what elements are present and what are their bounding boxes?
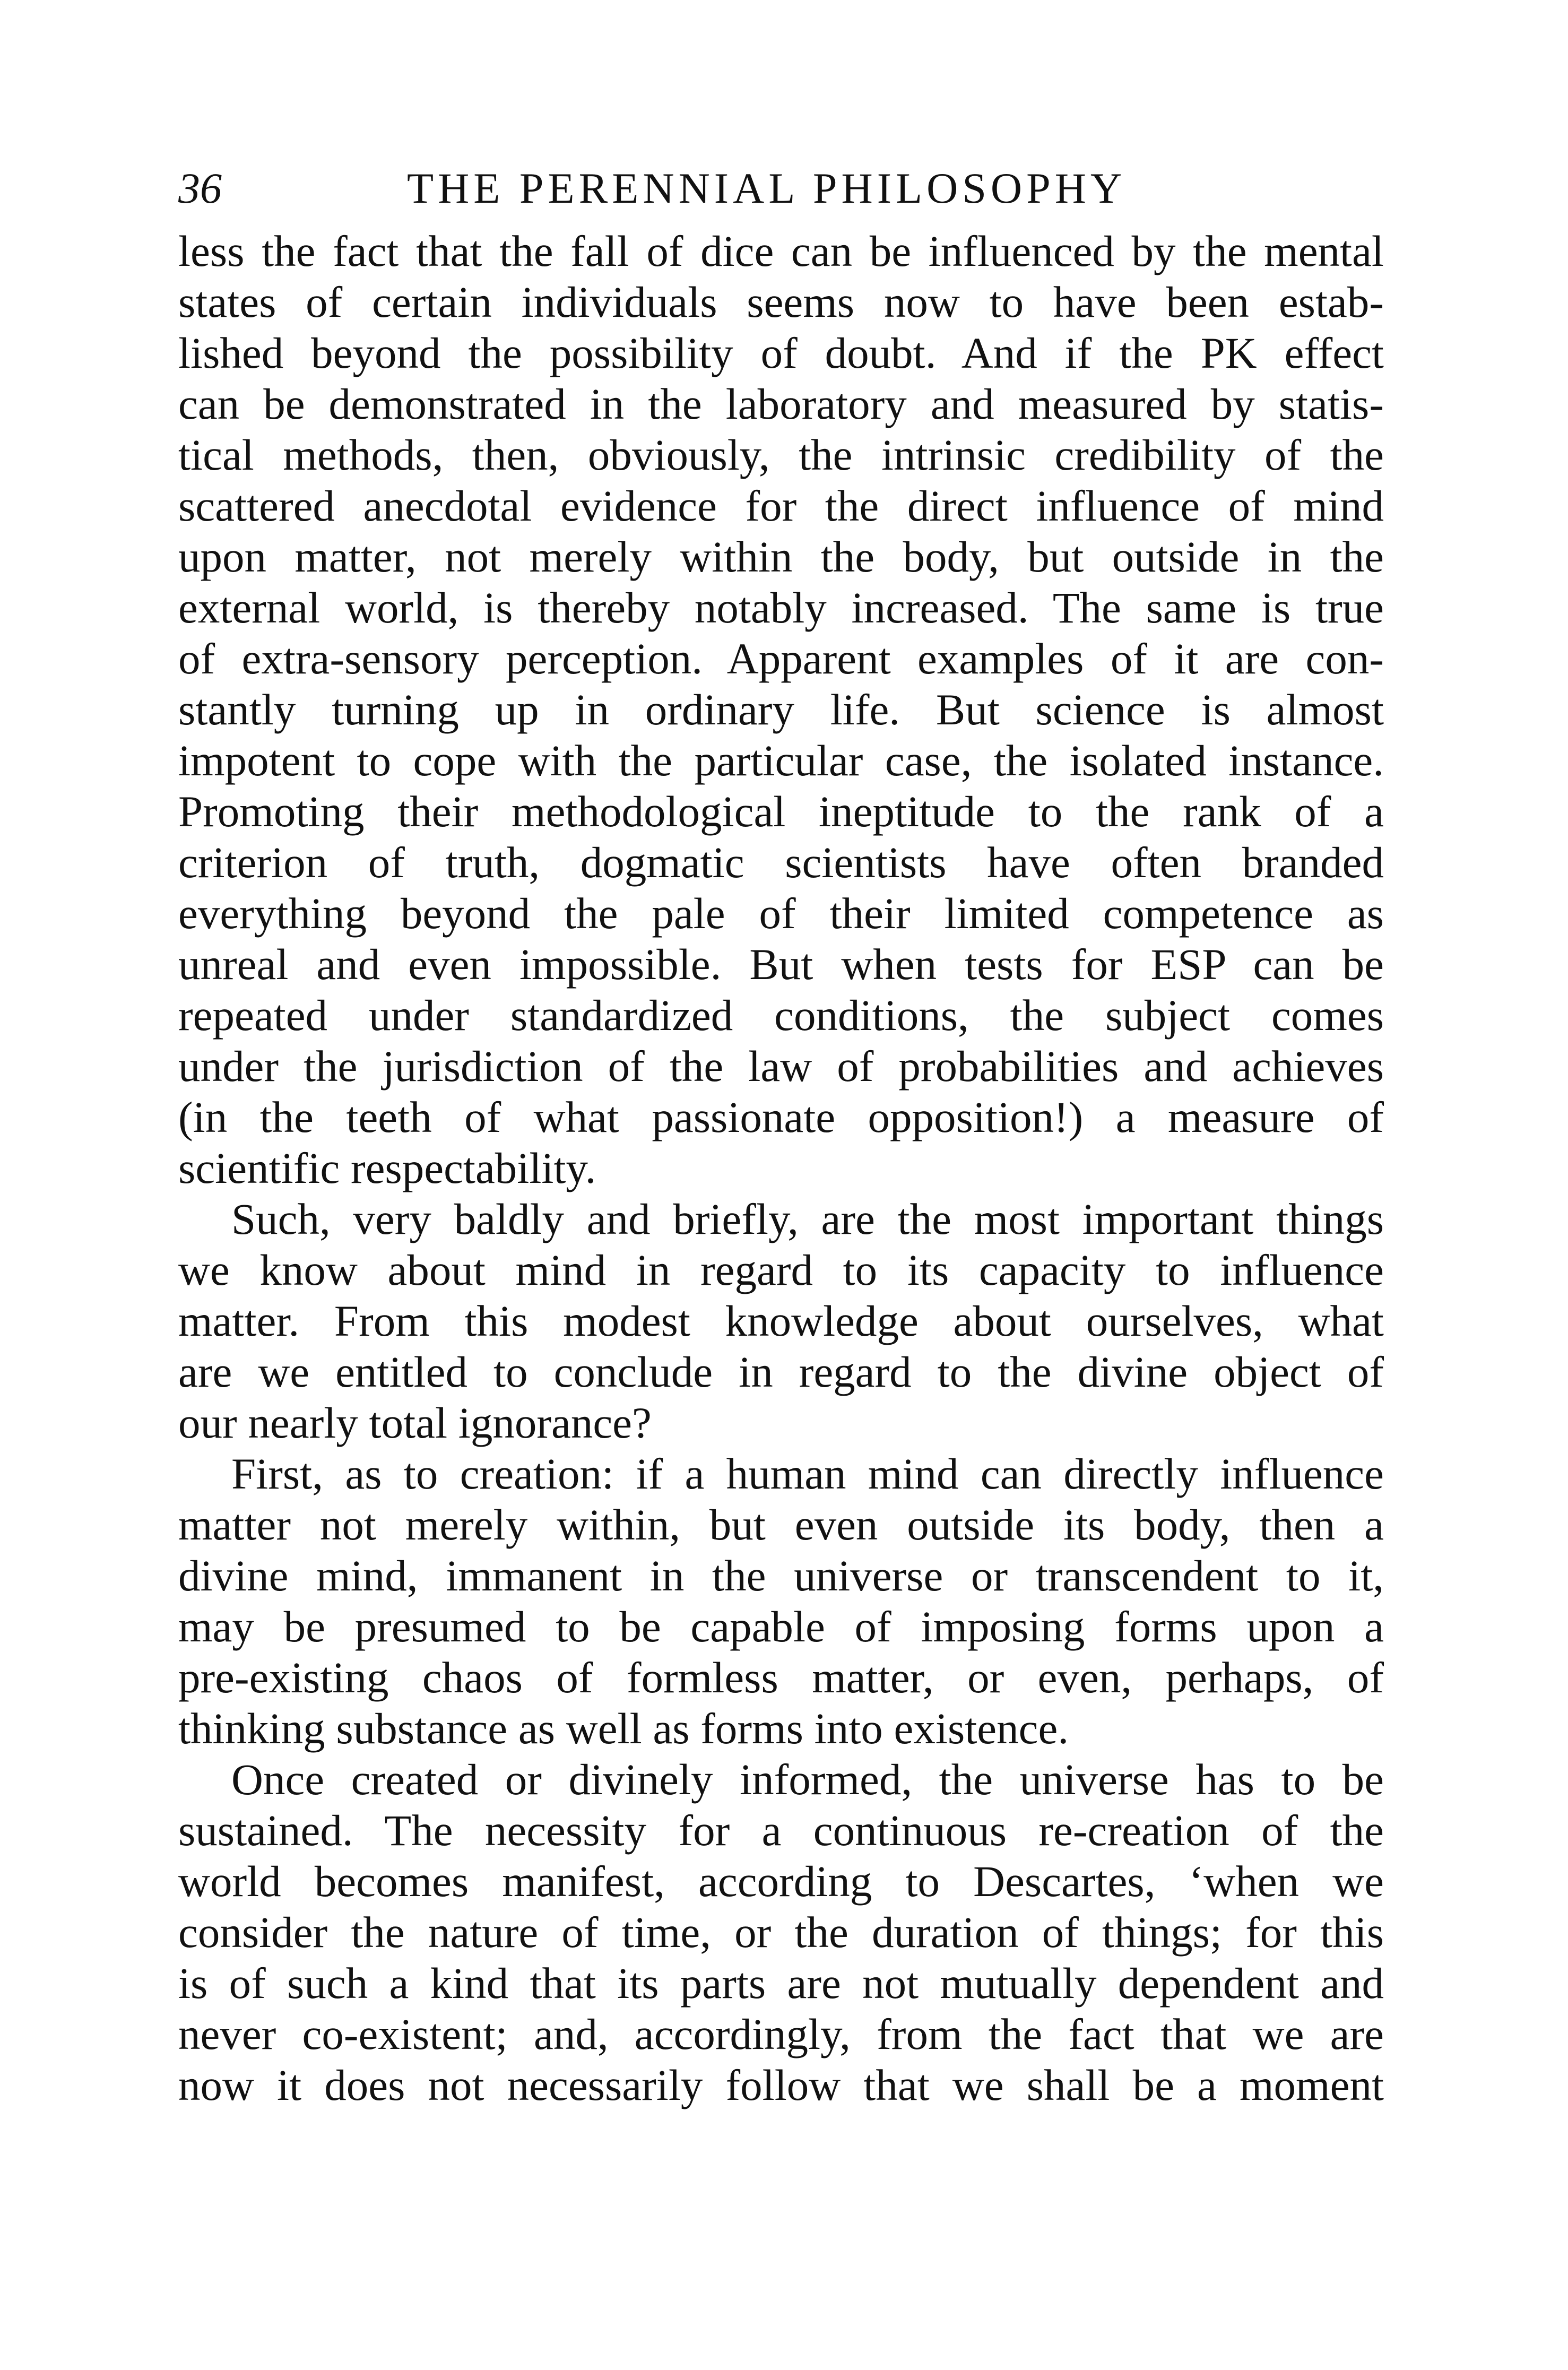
paragraph (178, 1754, 1384, 2110)
text-line: consider the nature of time, or the duration of things; for this (178, 1908, 1384, 1957)
text-line: criterion of truth, dogmatic scientists have often branded (178, 838, 1384, 887)
page-number: 36 (178, 164, 222, 212)
text-line: Once created or divinely informed, the universe has to be (231, 1755, 1384, 1804)
text-line: lished beyond the possibility of doubt. And if the PK effect (178, 328, 1384, 377)
text-line: unreal and even impossible. But when tests for ESP can be (178, 940, 1384, 989)
text-line: sustained. The necessity for a continuous re-creation of the (178, 1806, 1384, 1855)
text-line: never co-existent; and, accordingly, from the fact that we are (178, 2010, 1384, 2058)
text-line: of extra-sensory perception. Apparent examples of it are con- (178, 634, 1384, 683)
text-line: matter not merely within, but even outside its body, then a (178, 1500, 1384, 1549)
text-line: under the jurisdiction of the law of probabilities and achieves (178, 1042, 1384, 1091)
text-line: states of certain individuals seems now to have been estab- (178, 278, 1384, 326)
text-line: scientific respectability. (178, 1144, 596, 1192)
text-line: thinking substance as well as forms into existence. (178, 1704, 1069, 1753)
paragraph (178, 1193, 1384, 1448)
text-line: Such, very baldly and briefly, are the most important things (231, 1195, 1384, 1243)
running-title: THE PERENNIAL PHILOSOPHY (407, 164, 1127, 212)
text-line: scattered anecdotal evidence for the direct influence of mind (178, 481, 1384, 530)
text-line: everything beyond the pale of their limited competence as (178, 889, 1384, 938)
text-line: may be presumed to be capable of imposing forms upon a (178, 1602, 1384, 1651)
text-line: tical methods, then, obviously, the intrinsic credibility of the (178, 430, 1384, 479)
text-line: our nearly total ignorance? (178, 1398, 652, 1447)
text-line: less the fact that the fall of dice can be influenced by the mental (178, 227, 1384, 275)
body-text (178, 226, 1384, 2110)
text-line: First, as to creation: if a human mind can directly influence (231, 1449, 1384, 1498)
text-line: world becomes manifest, according to Descartes, ‘when we (178, 1857, 1384, 1906)
running-head (178, 159, 1384, 218)
text-line: impotent to cope with the particular case, the isolated instance. (178, 736, 1384, 785)
text-line: upon matter, not merely within the body, but outside in the (178, 532, 1384, 581)
text-line: Promoting their methodological ineptitude to the rank of a (178, 787, 1384, 836)
text-line: stantly turning up in ordinary life. But science is almost (178, 685, 1384, 734)
text-line: are we entitled to conclude in regard to the divine object of (178, 1347, 1384, 1396)
text-line: can be demonstrated in the laboratory and measured by statis- (178, 379, 1384, 428)
text-line: divine mind, immanent in the universe or transcendent to it, (178, 1551, 1384, 1600)
text-line: (in the teeth of what passionate opposition!) a measure of (178, 1093, 1384, 1141)
text-line: we know about mind in regard to its capacity to influence (178, 1245, 1384, 1294)
text-line: pre-existing chaos of formless matter, or even, perhaps, of (178, 1653, 1384, 1702)
paragraph (178, 226, 1384, 1193)
text-line: is of such a kind that its parts are not mutually dependent and (178, 1959, 1384, 2008)
text-line: repeated under standardized conditions, the subject comes (178, 991, 1384, 1040)
text-line: now it does not necessarily follow that we shall be a moment (178, 2061, 1384, 2109)
text-line: external world, is thereby notably increased. The same is true (178, 583, 1384, 632)
paragraph (178, 1448, 1384, 1754)
text-line: matter. From this modest knowledge about ourselves, what (178, 1296, 1384, 1345)
